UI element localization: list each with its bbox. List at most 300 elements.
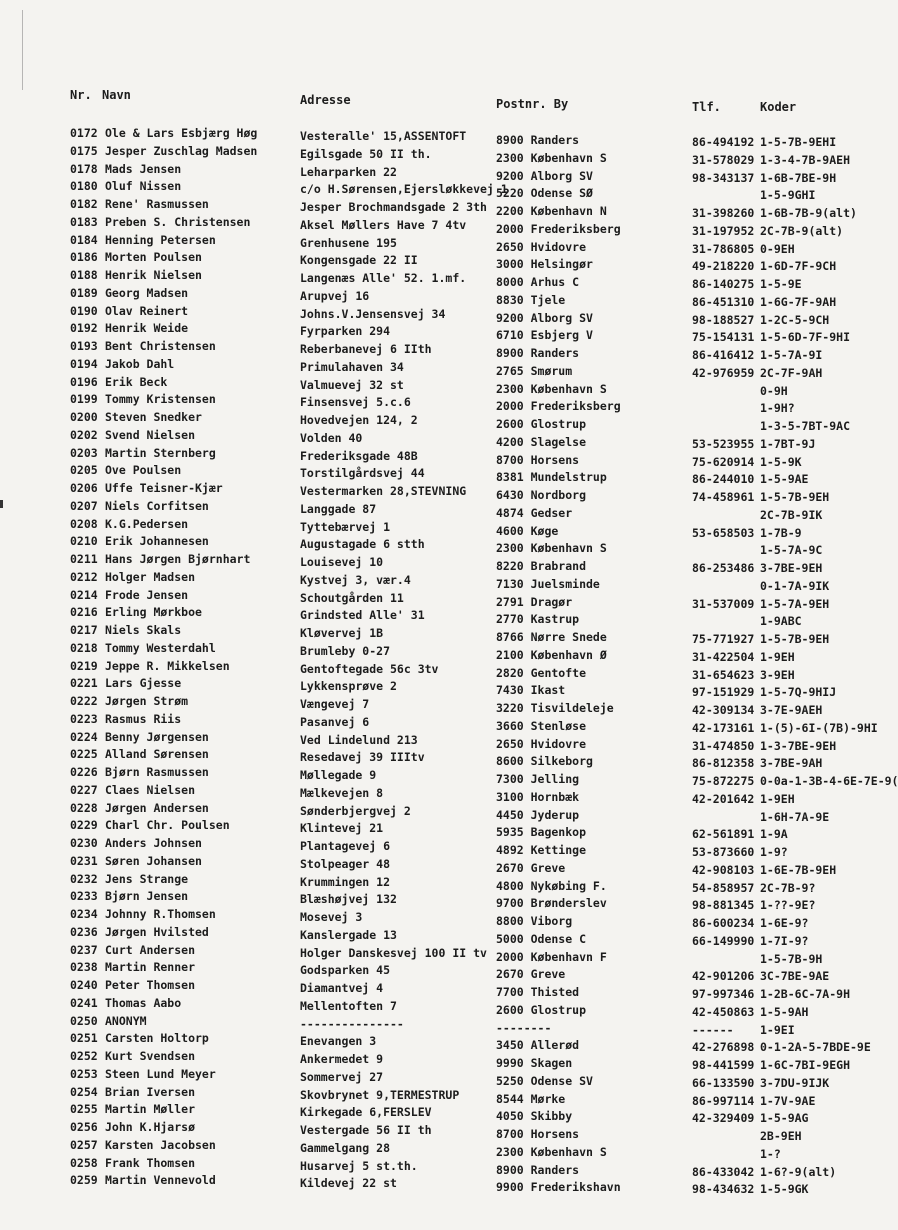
list-item: [0, 1066, 872, 1090]
member-name: Erik Beck: [105, 374, 168, 389]
member-number: 0218: [70, 640, 98, 655]
list-item: [0, 1102, 872, 1126]
member-address: Kløvervej 1B: [300, 626, 384, 640]
member-phone: 98-434632: [692, 1182, 755, 1197]
list-item: [0, 126, 872, 149]
list-item: [0, 392, 872, 416]
member-address: Hovedvejen 124, 2: [300, 413, 418, 427]
member-address: Mosevej 3: [300, 910, 363, 924]
member-address: Torstilgårdsvej 44: [300, 466, 425, 481]
member-postcode-city: 3100 Hornbæk: [496, 789, 580, 804]
header-adresse: Adresse: [300, 93, 351, 107]
list-item: [0, 356, 872, 380]
member-number: 0236: [70, 924, 98, 939]
member-address: Finsensvej 5.c.6: [300, 395, 411, 410]
list-item: [0, 1013, 872, 1037]
member-phone: 86-812358: [692, 756, 755, 771]
member-address: Langenæs Alle' 52. 1.mf.: [300, 271, 467, 285]
list-item: [0, 924, 872, 948]
list-item: [0, 161, 872, 185]
member-number: 0193: [70, 339, 98, 353]
member-codes: 1-5-9GK: [760, 1182, 809, 1197]
header-tlf: Tlf.: [692, 100, 721, 114]
member-name: Georg Madsen: [105, 285, 189, 300]
member-address: Kongensgade 22 II: [300, 253, 418, 268]
member-number: 0212: [70, 569, 98, 584]
member-codes: 1-6B-7B-9(alt): [760, 206, 857, 220]
member-name: Rene' Rasmussen: [105, 197, 209, 211]
member-postcode-city: 2300 København S: [496, 1144, 607, 1159]
member-postcode-city: 2300 København S: [496, 381, 607, 396]
member-name: Curt Andersen: [105, 942, 196, 957]
member-codes: 1-2C-5-9CH: [760, 312, 830, 327]
list-item: [0, 1084, 872, 1108]
member-name: Jakob Dahl: [105, 356, 175, 371]
list-item: [0, 587, 872, 611]
member-address: Kildevej 22 st: [300, 1176, 397, 1191]
member-name: Mads Jensen: [105, 161, 182, 176]
list-item: [0, 960, 872, 984]
member-number: 0227: [70, 782, 98, 797]
member-number: 0205: [70, 463, 98, 478]
header-koder: Koder: [760, 100, 797, 114]
member-codes: 1-5-7B-9EH: [760, 490, 830, 504]
member-address: Husarvej 5 st.th.: [300, 1158, 418, 1173]
member-phone: 98-188527: [692, 312, 755, 327]
member-number: 0206: [70, 481, 98, 495]
member-postcode-city: 8700 Horsens: [496, 452, 580, 467]
list-item: [0, 836, 872, 859]
member-postcode-city: 2670 Greve: [496, 967, 566, 982]
member-number: 0216: [70, 605, 98, 620]
list-item: [0, 569, 872, 593]
member-codes: 0-1-7A-9IK: [760, 578, 830, 593]
member-phone: 49-218220: [692, 259, 755, 274]
member-address: Fyrparken 294: [300, 324, 391, 339]
member-codes: 1-6H-7A-9E: [760, 809, 830, 824]
list-item: [0, 481, 872, 504]
member-address: Sønderbjergvej 2: [300, 803, 411, 818]
member-address: Valmuevej 32 st: [300, 377, 404, 392]
member-codes: 1-9EI: [760, 1022, 795, 1037]
list-item: [0, 1031, 872, 1055]
member-address: Klintevej 21: [300, 821, 384, 836]
member-phone: 53-523955: [692, 436, 755, 451]
list-item: [0, 800, 872, 824]
member-number: 0230: [70, 836, 98, 850]
member-postcode-city: 8000 Arhus C: [496, 275, 580, 289]
member-address: Diamantvej 4: [300, 981, 384, 995]
member-codes: 2B-9EH: [760, 1129, 802, 1143]
member-name: ANONYM: [105, 1013, 147, 1028]
list-item: [0, 339, 872, 362]
list-item: [0, 410, 872, 433]
member-postcode-city: 2650 Hvidovre: [496, 239, 587, 254]
member-postcode-city: 2000 Frederiksberg: [496, 399, 621, 414]
member-address: Lykkensprøve 2: [300, 679, 397, 694]
member-postcode-city: 5220 Odense SØ: [496, 186, 593, 201]
member-phone: 75-154131: [692, 330, 755, 345]
list-item: [0, 321, 872, 345]
member-codes: 1-5-7B-9EH: [760, 632, 830, 646]
member-postcode-city: 4874 Gedser: [496, 505, 573, 520]
member-name: Jørgen Strøm: [105, 694, 189, 708]
member-number: 0237: [70, 942, 98, 957]
member-postcode-city: 2670 Greve: [496, 860, 566, 875]
member-phone: 42-908103: [692, 862, 755, 877]
member-codes: 1-7I-9?: [760, 933, 809, 948]
member-codes: 1-9EH: [760, 649, 795, 664]
member-codes: 3-7E-9AEH: [760, 703, 823, 717]
member-name: Niels Skals: [105, 623, 182, 637]
member-number: 0207: [70, 498, 98, 513]
member-phone: 98-881345: [692, 898, 755, 913]
member-phone: 42-450863: [692, 1004, 755, 1019]
list-item: [0, 1120, 872, 1143]
list-item: [0, 907, 872, 930]
member-phone: 54-858957: [692, 880, 755, 895]
list-item: [0, 871, 872, 895]
member-address: Frederiksgade 48B: [300, 448, 418, 463]
member-address: Primulahaven 34: [300, 359, 404, 374]
member-codes: 1-5-9GHI: [760, 188, 816, 203]
member-name: Tommy Westerdahl: [105, 640, 216, 655]
member-number: 0194: [70, 356, 98, 371]
member-name: Henning Petersen: [105, 232, 216, 247]
member-name: Jørgen Andersen: [105, 800, 209, 815]
member-number: 0200: [70, 410, 98, 424]
member-number: 0240: [70, 978, 98, 992]
list-item: [0, 942, 872, 966]
list-item: [0, 676, 872, 700]
list-item: [0, 853, 872, 877]
member-name: John K.Hjarsø: [105, 1120, 196, 1134]
member-number: 0258: [70, 1155, 98, 1170]
member-phone: 66-133590: [692, 1075, 755, 1090]
member-name: Benny Jørgensen: [105, 729, 209, 744]
member-name: Martin Sternberg: [105, 445, 216, 460]
member-name: Hans Jørgen Bjørnhart: [105, 552, 251, 566]
member-number: 0253: [70, 1066, 98, 1081]
member-postcode-city: 9200 Alborg SV: [496, 310, 593, 325]
member-address: Mellentoften 7: [300, 998, 397, 1013]
member-postcode-city: 2000 København F: [496, 949, 607, 964]
member-postcode-city: 4892 Kettinge: [496, 843, 587, 857]
member-phone: 42-201642: [692, 791, 755, 806]
member-postcode-city: 8900 Randers: [496, 1162, 580, 1177]
member-number: 0180: [70, 179, 98, 194]
member-name: Ove Poulsen: [105, 463, 182, 478]
member-phone: 42-276898: [692, 1040, 755, 1055]
member-name: Søren Johansen: [105, 853, 202, 868]
member-address: Ankermedet 9: [300, 1052, 384, 1066]
list-item: [0, 197, 872, 220]
member-address: Stolpeager 48: [300, 856, 391, 871]
member-postcode-city: --------: [496, 1020, 552, 1035]
member-address: Kystvej 3, vær.4: [300, 572, 411, 587]
member-address: Vesteralle' 15,ASSENTOFT: [300, 129, 467, 143]
member-postcode-city: 9990 Skagen: [496, 1056, 573, 1070]
member-codes: 2C-7B-9?: [760, 880, 816, 895]
member-codes: 1-5-9E: [760, 277, 802, 291]
member-codes: 1-6G-7F-9AH: [760, 294, 837, 309]
member-name: Steen Lund Meyer: [105, 1066, 216, 1081]
list-item: [0, 782, 872, 806]
member-name: K.G.Pedersen: [105, 516, 189, 531]
member-phone: 86-253486: [692, 561, 755, 575]
member-phone: 31-474850: [692, 738, 755, 753]
member-postcode-city: 7300 Jelling: [496, 772, 580, 786]
member-codes: 1-5-9AH: [760, 1004, 809, 1019]
member-name: Olav Reinert: [105, 303, 189, 318]
member-name: Frode Jensen: [105, 587, 189, 602]
member-postcode-city: 2100 København Ø: [496, 647, 607, 662]
member-number: 0192: [70, 321, 98, 336]
member-phone: 42-329409: [692, 1111, 755, 1126]
member-address: Gentoftegade 56c 3tv: [300, 661, 439, 676]
member-codes: 0-9EH: [760, 241, 795, 256]
member-number: 0225: [70, 747, 98, 762]
member-phone: ------: [692, 1022, 734, 1037]
member-postcode-city: 8766 Nørre Snede: [496, 630, 607, 644]
member-address: Johns.V.Jensensvej 34: [300, 306, 446, 321]
member-postcode-city: 6430 Nordborg: [496, 488, 587, 502]
member-postcode-city: 5000 Odense C: [496, 931, 587, 946]
member-codes: 1-6E-9?: [760, 916, 809, 930]
member-postcode-city: 2000 Frederiksberg: [496, 221, 621, 236]
member-codes: 1-6C-7BI-9EGH: [760, 1058, 851, 1072]
member-number: 0208: [70, 516, 98, 531]
member-phone: 98-343137: [692, 170, 755, 185]
member-name: Alland Sørensen: [105, 747, 209, 762]
member-number: 0219: [70, 658, 98, 673]
member-phone: 66-149990: [692, 933, 755, 948]
member-name: Kurt Svendsen: [105, 1049, 196, 1063]
list-item: [0, 427, 872, 451]
member-number: 0214: [70, 587, 98, 602]
member-postcode-city: 3660 Stenløse: [496, 718, 587, 733]
header-postnr-by: Postnr. By: [496, 97, 569, 111]
member-address: Holger Danskesvej 100 II tv: [300, 945, 487, 960]
member-codes: 1-5-9AE: [760, 472, 809, 487]
member-postcode-city: 2200 København N: [496, 204, 607, 218]
member-phone: 31-537009: [692, 596, 755, 611]
member-codes: 1-6B-7BE-9H: [760, 170, 837, 185]
member-address: Louisevej 10: [300, 555, 384, 569]
member-name: Martin Vennevold: [105, 1173, 216, 1188]
member-number: 0229: [70, 818, 98, 833]
member-postcode-city: 4600 Køge: [496, 523, 559, 538]
member-postcode-city: 9700 Brønderslev: [496, 896, 607, 911]
header-nr: Nr.: [70, 88, 92, 102]
list-item: [0, 818, 872, 842]
list-item: [0, 179, 872, 203]
member-number: 0255: [70, 1102, 98, 1117]
member-number: 0222: [70, 694, 98, 708]
member-name: Rasmus Riis: [105, 711, 182, 726]
member-name: Niels Corfitsen: [105, 498, 209, 513]
member-codes: 3-7BE-9AH: [760, 756, 823, 771]
member-codes: 1-5-7A-9C: [760, 543, 823, 558]
list-item: [0, 658, 872, 682]
member-address: Resedavej 39 IIItv: [300, 750, 425, 765]
member-codes: 1-9A: [760, 827, 788, 842]
member-address: Vængevej 7: [300, 697, 370, 711]
member-name: Lars Gjesse: [105, 676, 182, 691]
member-postcode-city: 6710 Esbjerg V: [496, 328, 593, 343]
member-codes: 1-5-7B-9EHI: [760, 135, 837, 149]
member-codes: 1-2B-6C-7A-9H: [760, 987, 851, 1001]
list-item: [0, 374, 872, 398]
member-phone: 97-997346: [692, 987, 755, 1001]
member-address: Enevangen 3: [300, 1034, 377, 1049]
member-postcode-city: 2770 Kastrup: [496, 612, 580, 627]
member-postcode-city: 8381 Mundelstrup: [496, 470, 607, 485]
member-address: Egilsgade 50 II th.: [300, 146, 432, 161]
member-address: Mælkevejen 8: [300, 785, 384, 800]
member-postcode-city: 2650 Hvidovre: [496, 736, 587, 751]
member-name: Charl Chr. Poulsen: [105, 818, 230, 833]
member-phone: 42-901206: [692, 969, 755, 984]
member-phone: 31-398260: [692, 206, 755, 220]
member-number: 0210: [70, 534, 98, 549]
member-name: Uffe Teisner-Kjær: [105, 481, 223, 495]
member-number: 0252: [70, 1049, 98, 1063]
member-name: Jesper Zuschlag Madsen: [105, 143, 258, 158]
member-postcode-city: 5935 Bagenkop: [496, 825, 587, 840]
member-postcode-city: 2600 Glostrup: [496, 417, 587, 431]
member-number: 0238: [70, 960, 98, 975]
member-address: Pasanvej 6: [300, 714, 370, 729]
list-item: [0, 729, 872, 753]
member-number: 0186: [70, 250, 98, 265]
member-codes: 2C-7B-9(alt): [760, 223, 844, 238]
member-codes: 1-6?-9(alt): [760, 1164, 837, 1179]
member-address: Grindsted Alle' 31: [300, 608, 425, 623]
member-number: 0226: [70, 765, 98, 779]
member-postcode-city: 4200 Slagelse: [496, 434, 587, 449]
member-codes: 1-5-9AG: [760, 1111, 809, 1126]
member-number: 0233: [70, 889, 98, 904]
member-number: 0183: [70, 214, 98, 229]
member-number: 0234: [70, 907, 98, 921]
member-address: Tyttebærvej 1: [300, 519, 391, 534]
member-postcode-city: 8830 Tjele: [496, 292, 566, 307]
member-name: Bent Christensen: [105, 339, 216, 353]
member-number: 0203: [70, 445, 98, 460]
member-address: Krummingen 12: [300, 874, 391, 889]
member-number: 0199: [70, 392, 98, 407]
member-name: Steven Snedker: [105, 410, 202, 424]
list-item: [0, 1173, 872, 1197]
member-number: 0257: [70, 1137, 98, 1152]
member-postcode-city: 3000 Helsingør: [496, 257, 593, 272]
member-postcode-city: 8544 Mørke: [496, 1091, 566, 1106]
member-codes: 1-3-7BE-9EH: [760, 738, 837, 753]
member-phone: 86-416412: [692, 348, 755, 362]
member-codes: 2C-7B-9IK: [760, 507, 823, 522]
member-phone: 42-309134: [692, 703, 755, 717]
list-item: [0, 978, 872, 1001]
list-item: [0, 498, 872, 522]
member-number: 0175: [70, 143, 98, 158]
list-item: [0, 694, 872, 717]
member-postcode-city: 7130 Juelsminde: [496, 576, 600, 591]
member-number: 0251: [70, 1031, 98, 1046]
member-codes: 0-0a-1-3B-4-6E-7E-9(: [760, 774, 898, 788]
member-address: Reberbanevej 6 IIth: [300, 342, 432, 356]
member-number: 0232: [70, 871, 98, 886]
member-name: Martin Renner: [105, 960, 196, 975]
member-phone: 75-872275: [692, 774, 755, 788]
member-phone: 31-197952: [692, 223, 755, 238]
member-postcode-city: 9200 Alborg SV: [496, 168, 593, 183]
member-phone: 31-786805: [692, 241, 755, 256]
list-item: [0, 516, 872, 540]
member-number: 0184: [70, 232, 98, 247]
list-item: [0, 623, 872, 646]
member-address: Møllegade 9: [300, 768, 377, 782]
member-postcode-city: 4450 Jyderup: [496, 807, 580, 822]
member-postcode-city: 8700 Horsens: [496, 1127, 580, 1141]
member-name: Johnny R.Thomsen: [105, 907, 216, 921]
member-name: Frank Thomsen: [105, 1155, 196, 1170]
member-number: 0196: [70, 374, 98, 389]
member-codes: 3-7DU-9IJK: [760, 1075, 830, 1090]
member-address: Jesper Brochmandsgade 2 3th: [300, 200, 487, 214]
member-address: Sommervej 27: [300, 1069, 384, 1084]
member-number: 0250: [70, 1013, 98, 1028]
member-codes: 1-?: [760, 1146, 781, 1161]
member-name: Anders Johnsen: [105, 836, 202, 850]
member-name: Svend Nielsen: [105, 427, 196, 442]
list-item: [0, 463, 872, 487]
member-codes: 1-(5)-6I-(7B)-9HI: [760, 720, 878, 735]
member-codes: 1-5-7A-9I: [760, 348, 823, 362]
member-phone: 98-441599: [692, 1058, 755, 1072]
member-phone: 31-654623: [692, 667, 755, 682]
member-address: Augustagade 6 stth: [300, 537, 425, 552]
list-item: [0, 995, 872, 1019]
member-phone: 53-658503: [692, 525, 755, 540]
member-postcode-city: 9900 Frederikshavn: [496, 1180, 621, 1195]
member-address: Vestergade 56 II th: [300, 1123, 432, 1137]
member-phone: 97-151929: [692, 685, 755, 700]
member-phone: 42-976959: [692, 365, 755, 380]
member-name: Tommy Kristensen: [105, 392, 216, 407]
member-phone: 75-620914: [692, 454, 755, 469]
member-number: 0189: [70, 285, 98, 300]
list-item: [0, 605, 872, 629]
member-address: Ved Lindelund 213: [300, 732, 418, 747]
member-address: Schoutgården 11: [300, 590, 404, 605]
member-address: Langgade 87: [300, 501, 377, 516]
list-item: [0, 268, 872, 291]
member-codes: 1-3-4-7B-9AEH: [760, 152, 851, 167]
member-address: Grenhusene 195: [300, 235, 397, 250]
list-item: [0, 143, 872, 167]
member-address: Kanslergade 13: [300, 927, 397, 942]
list-item: [0, 303, 872, 327]
member-number: 0231: [70, 853, 98, 868]
list-item: [0, 534, 872, 558]
member-name: Erik Johannesen: [105, 534, 209, 549]
member-name: Peter Thomsen: [105, 978, 196, 992]
member-codes: 0-1-2A-5-7BDE-9E: [760, 1040, 871, 1055]
member-codes: 2C-7F-9AH: [760, 365, 823, 380]
member-phone: 74-458961: [692, 490, 755, 504]
member-phone: 86-140275: [692, 277, 755, 291]
